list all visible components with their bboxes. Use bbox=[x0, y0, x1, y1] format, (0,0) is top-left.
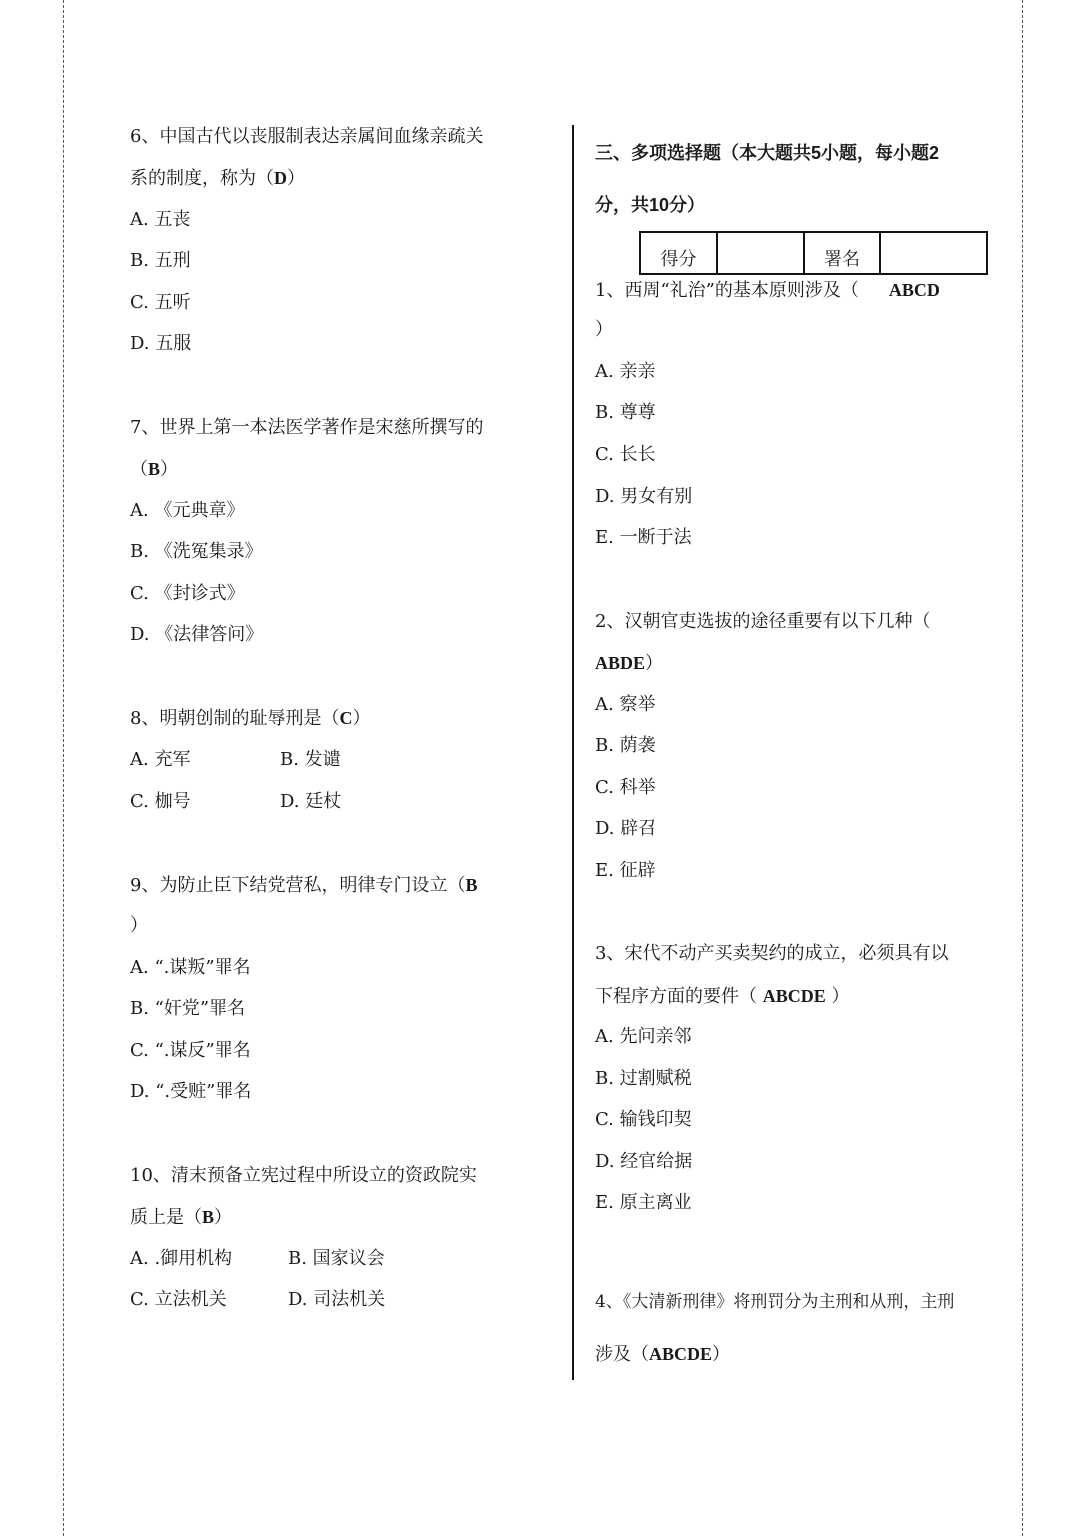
q7-option-c: C. 《封诊式》 bbox=[130, 583, 245, 604]
mc2-option-c: C. 科举 bbox=[595, 777, 656, 798]
mc2-answer: ABDE bbox=[595, 653, 646, 673]
mc1-text-line2: ） bbox=[595, 319, 613, 340]
mc1-option-c: C. 长长 bbox=[595, 444, 656, 465]
q10-option-c: C. 立法机关 bbox=[130, 1289, 227, 1310]
q9-text-line2: ） bbox=[130, 915, 148, 936]
q7-text-line1: 7、世界上第一本法医学著作是宋慈所撰写的 bbox=[130, 417, 484, 438]
q8-answer: C bbox=[339, 708, 353, 728]
q10-text-line1: 10、清末预备立宪过程中所设立的资政院实 bbox=[130, 1165, 477, 1186]
mc3-text-line1: 3、宋代不动产买卖契约的成立，必须具有以 bbox=[595, 943, 949, 964]
signature-value-cell bbox=[881, 233, 986, 273]
mc1-option-d: D. 男女有别 bbox=[595, 486, 693, 507]
q9-option-d: D. “.受赃”罪名 bbox=[130, 1081, 252, 1102]
q10-answer: B bbox=[202, 1207, 215, 1227]
mc2-option-d: D. 辟召 bbox=[595, 818, 657, 839]
mc3-option-e: E. 原主离业 bbox=[595, 1192, 692, 1213]
q9-option-c: C. “.谋反”罪名 bbox=[130, 1040, 251, 1061]
q8-option-a: A. 充军 bbox=[130, 749, 191, 770]
score-table bbox=[639, 231, 988, 275]
mc1-answer: ABCD bbox=[888, 280, 940, 300]
q10-text-line2: 质上是（B） bbox=[130, 1207, 233, 1228]
q6-answer: D bbox=[274, 168, 287, 188]
mc3-option-b: B. 过割赋税 bbox=[595, 1068, 692, 1089]
q8-option-d: D. 廷杖 bbox=[280, 791, 342, 812]
q7-option-b: B. 《洗冤集录》 bbox=[130, 541, 263, 562]
mc4-answer: ABCDE bbox=[649, 1344, 713, 1364]
mc2-text-line1: 2、汉朝官吏选拔的途径重要有以下几种（ bbox=[595, 611, 931, 632]
score-label-cell: 得分 bbox=[641, 233, 718, 273]
q6-option-c: C. 五听 bbox=[130, 292, 191, 313]
q10-option-a: A. .御用机构 bbox=[130, 1248, 233, 1269]
mc3-option-d: D. 经官给据 bbox=[595, 1151, 693, 1172]
q7-option-d: D. 《法律答问》 bbox=[130, 624, 264, 645]
q10-option-b: B. 国家议会 bbox=[288, 1248, 385, 1269]
q8-option-c: C. 枷号 bbox=[130, 791, 191, 812]
mc2-text-line2: ABDE） bbox=[595, 653, 664, 674]
q9-option-b: B. “奸党”罪名 bbox=[130, 998, 246, 1019]
mc3-answer: ABCDE bbox=[762, 986, 826, 1006]
section-title-line1: 三、多项选择题（本大题共5小题，每小题2 bbox=[595, 143, 940, 163]
mc4-text-line2: 涉及（ABCDE） bbox=[595, 1344, 731, 1365]
mc1-text-line1: 1、西周“礼治”的基本原则涉及（ ABCD bbox=[595, 280, 940, 301]
mc3-option-a: A. 先问亲邻 bbox=[595, 1026, 692, 1047]
mc2-option-e: E. 征辟 bbox=[595, 860, 656, 881]
mc1-option-e: E. 一断于法 bbox=[595, 527, 692, 548]
mc1-option-b: B. 尊尊 bbox=[595, 402, 656, 423]
q6-text-line2: 系的制度，称为（D） bbox=[130, 168, 305, 189]
q6-option-b: B. 五刑 bbox=[130, 250, 191, 271]
signature-label-cell: 署名 bbox=[805, 233, 881, 273]
mc4-text-line1: 4、《大清新刑律》将刑罚分为主刑和从刑，主刑 bbox=[595, 1292, 955, 1312]
q9-answer: B bbox=[465, 875, 478, 895]
q8-text-line1: 8、明朝创制的耻辱刑是（C） bbox=[130, 708, 371, 729]
q6-text-line1: 6、中国古代以丧服制表达亲属间血缘亲疏关 bbox=[130, 126, 484, 147]
section-title-line2: 分，共10分） bbox=[595, 195, 706, 215]
left-cut-line bbox=[63, 0, 64, 1536]
mc3-option-c: C. 输钱印契 bbox=[595, 1109, 692, 1130]
q9-text-line1: 9、为防止臣下结党营私，明律专门设立（B bbox=[130, 875, 478, 896]
q7-text-line2: （B） bbox=[130, 459, 179, 480]
mc2-option-a: A. 察举 bbox=[595, 694, 656, 715]
q8-option-b: B. 发谴 bbox=[280, 749, 341, 770]
q6-option-a: A. 五丧 bbox=[130, 209, 191, 230]
mc2-option-b: B. 荫袭 bbox=[595, 735, 656, 756]
right-cut-line bbox=[1022, 0, 1023, 1536]
score-value-cell bbox=[718, 233, 805, 273]
mc3-text-line2: 下程序方面的要件（ ABCDE ） bbox=[595, 986, 850, 1007]
q7-option-a: A. 《元典章》 bbox=[130, 500, 245, 521]
q10-option-d: D. 司法机关 bbox=[288, 1289, 386, 1310]
q6-option-d: D. 五服 bbox=[130, 333, 192, 354]
mc1-option-a: A. 亲亲 bbox=[595, 361, 656, 382]
column-divider bbox=[572, 125, 574, 1380]
q9-option-a: A. “.谋叛”罪名 bbox=[130, 957, 251, 978]
q7-answer: B bbox=[148, 459, 161, 479]
